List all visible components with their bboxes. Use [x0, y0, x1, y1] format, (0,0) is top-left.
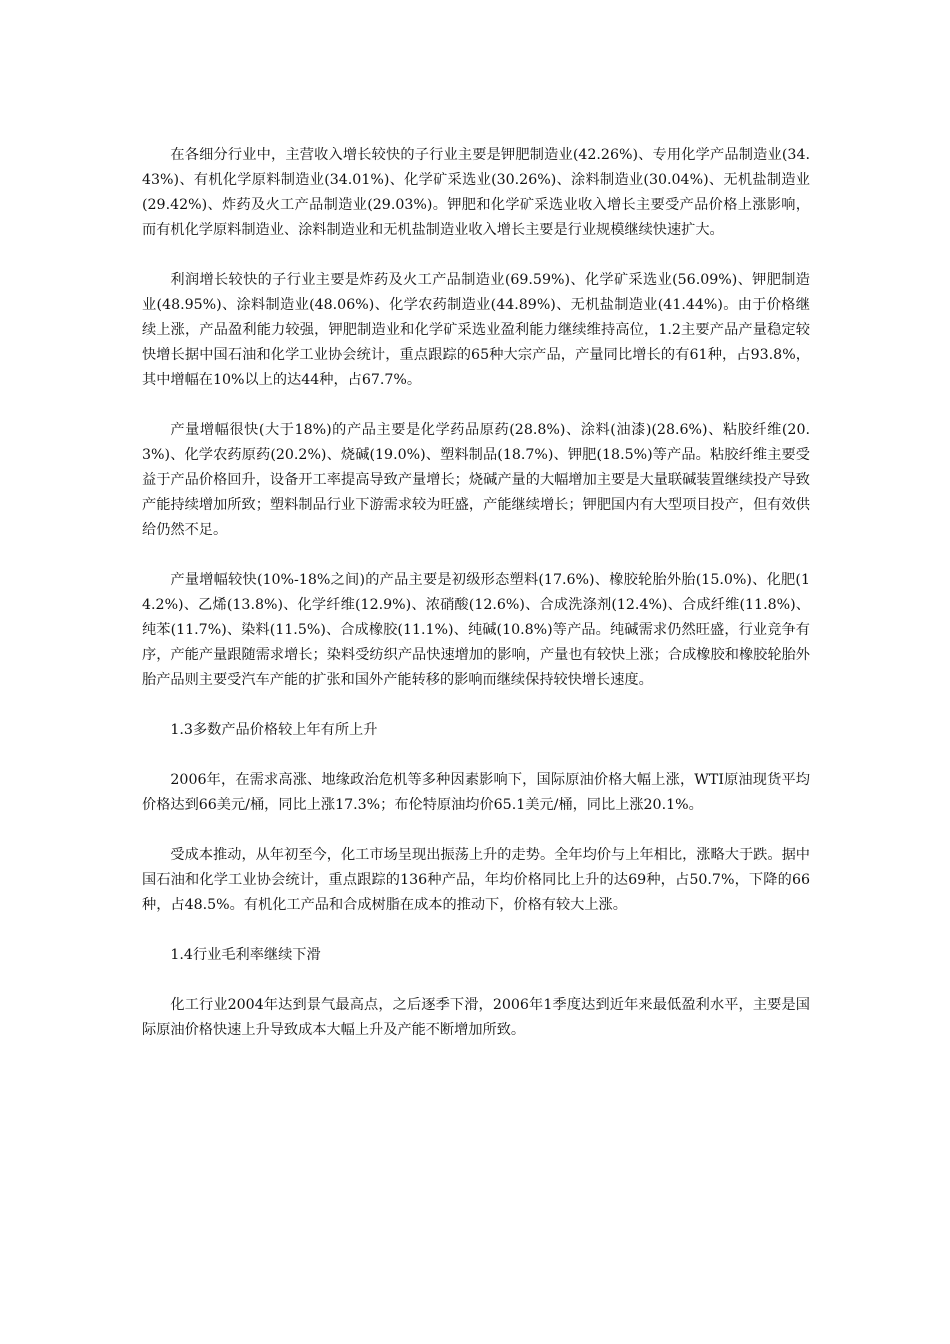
section-heading-1-3: 1.3多数产品价格较上年有所上升	[170, 722, 378, 738]
paragraph-revenue-growth: 在各细分行业中，主营收入增长较快的子行业主要是钾肥制造业(42.26%)、专用化学产品制造业(34.43%)、有机化学原料制造业(34.01%)、化学矿采选业(30.26%)、涂料制造业(30.04%)、无机盐制造业(29.42%)、炸药及火工产品制造业(29.03%)。钾肥和化学矿采选业收入增长主要受产品价格上涨影响，而有机化学原料制造业、涂料制造业和无机盐制造业收入增长主要是行业规模继续快速扩大。	[142, 147, 810, 238]
paragraph-output-very-fast: 产量增幅很快(大于18%)的产品主要是化学药品原药(28.8%)、涂料(油漆)(28.6%)、粘胶纤维(20.3%)、化学农药原药(20.2%)、烧碱(19.0%)、塑料制品(18.7%)、钾肥(18.5%)等产品。粘胶纤维主要受益于产品价格回升，设备开工率提高导致产量增长；烧碱产量的大幅增加主要是大量联碱装置继续投产导致产能持续增加所致；塑料制品行业下游需求较为旺盛，产能继续增长；钾肥国内有大型项目投产，但有效供给仍然不足。	[142, 422, 810, 538]
document-body	[142, 143, 810, 1068]
section-heading-1-4: 1.4行业毛利率继续下滑	[170, 947, 321, 963]
paragraph-output-fast: 产量增幅较快(10%-18%之间)的产品主要是初级形态塑料(17.6%)、橡胶轮胎外胎(15.0%)、化肥(14.2%)、乙烯(13.8%)、化学纤维(12.9%)、浓硝酸(12.6%)、合成洗涤剂(12.4%)、合成纤维(11.8%)、纯苯(11.7%)、染料(11.5%)、合成橡胶(11.1%)、纯碱(10.8%)等产品。纯碱需求仍然旺盛，行业竞争有序，产能产量跟随需求增长；染料受纺织产品快速增加的影响，产量也有较快上涨；合成橡胶和橡胶轮胎外胎产品则主要受汽车产能的扩张和国外产能转移的影响而继续保持较快增长速度。	[142, 572, 810, 688]
paragraph-gross-margin: 化工行业2004年达到景气最高点，之后逐季下滑，2006年1季度达到近年来最低盈利水平，主要是国际原油价格快速上升导致成本大幅上升及产能不断增加所致。	[142, 997, 810, 1038]
paragraph-oil-price: 2006年，在需求高涨、地缘政治危机等多种因素影响下，国际原油价格大幅上涨，WTI原油现货平均价格达到66美元/桶，同比上涨17.3%；布伦特原油均价65.1美元/桶，同比上涨20.1%。	[142, 772, 810, 813]
paragraph-profit-growth: 利润增长较快的子行业主要是炸药及火工产品制造业(69.59%)、化学矿采选业(56.09%)、钾肥制造业(48.95%)、涂料制造业(48.06%)、化学农药制造业(44.89%)、无机盐制造业(41.44%)。由于价格继续上涨，产品盈利能力较强，钾肥制造业和化学矿采选业盈利能力继续维持高位，1.2主要产品产量稳定较快增长据中国石油和化学工业协会统计，重点跟踪的65种大宗产品，产量同比增长的有61种，占93.8%，其中增幅在10%以上的达44种，占67.7%。	[142, 272, 810, 388]
paragraph-market-price: 受成本推动，从年初至今，化工市场呈现出振荡上升的走势。全年均价与上年相比，涨略大于跌。据中国石油和化学工业协会统计，重点跟踪的136种产品，年均价格同比上升的达69种，占50.7%，下降的66种，占48.5%。有机化工产品和合成树脂在成本的推动下，价格有较大上涨。	[142, 847, 810, 913]
